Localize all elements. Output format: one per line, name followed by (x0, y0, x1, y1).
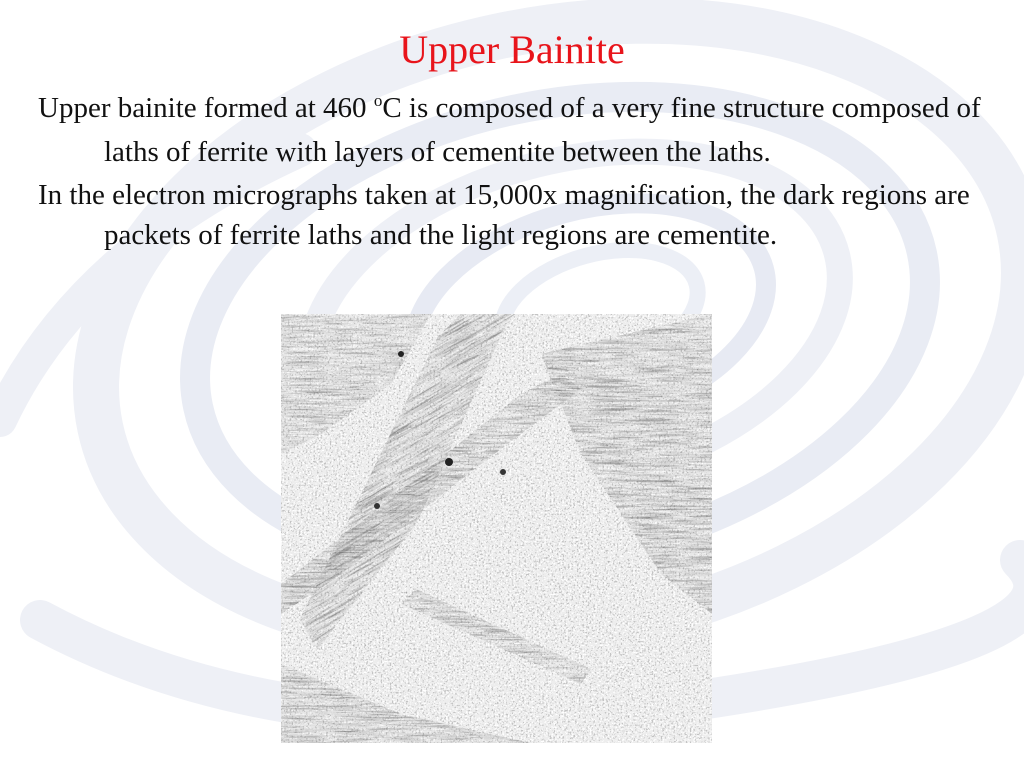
degree-superscript: o (373, 91, 383, 110)
slide-body (38, 88, 1003, 258)
paragraph-1-text-end: C is composed of a very fine structure composed of laths of ferrite with layers of cementite between the laths. (104, 92, 981, 168)
paragraph-1-text-start: Upper bainite formed at 460 (38, 92, 374, 124)
paragraph-electron-micrographs: In the electron micrographs taken at 15,000x magnification, the dark regions are packets of ferrite laths and the light regions are cementite. (38, 179, 970, 251)
paragraph-upper-bainite (38, 88, 1003, 172)
electron-micrograph-image (281, 314, 712, 743)
slide-title: Upper Bainite (399, 27, 625, 72)
